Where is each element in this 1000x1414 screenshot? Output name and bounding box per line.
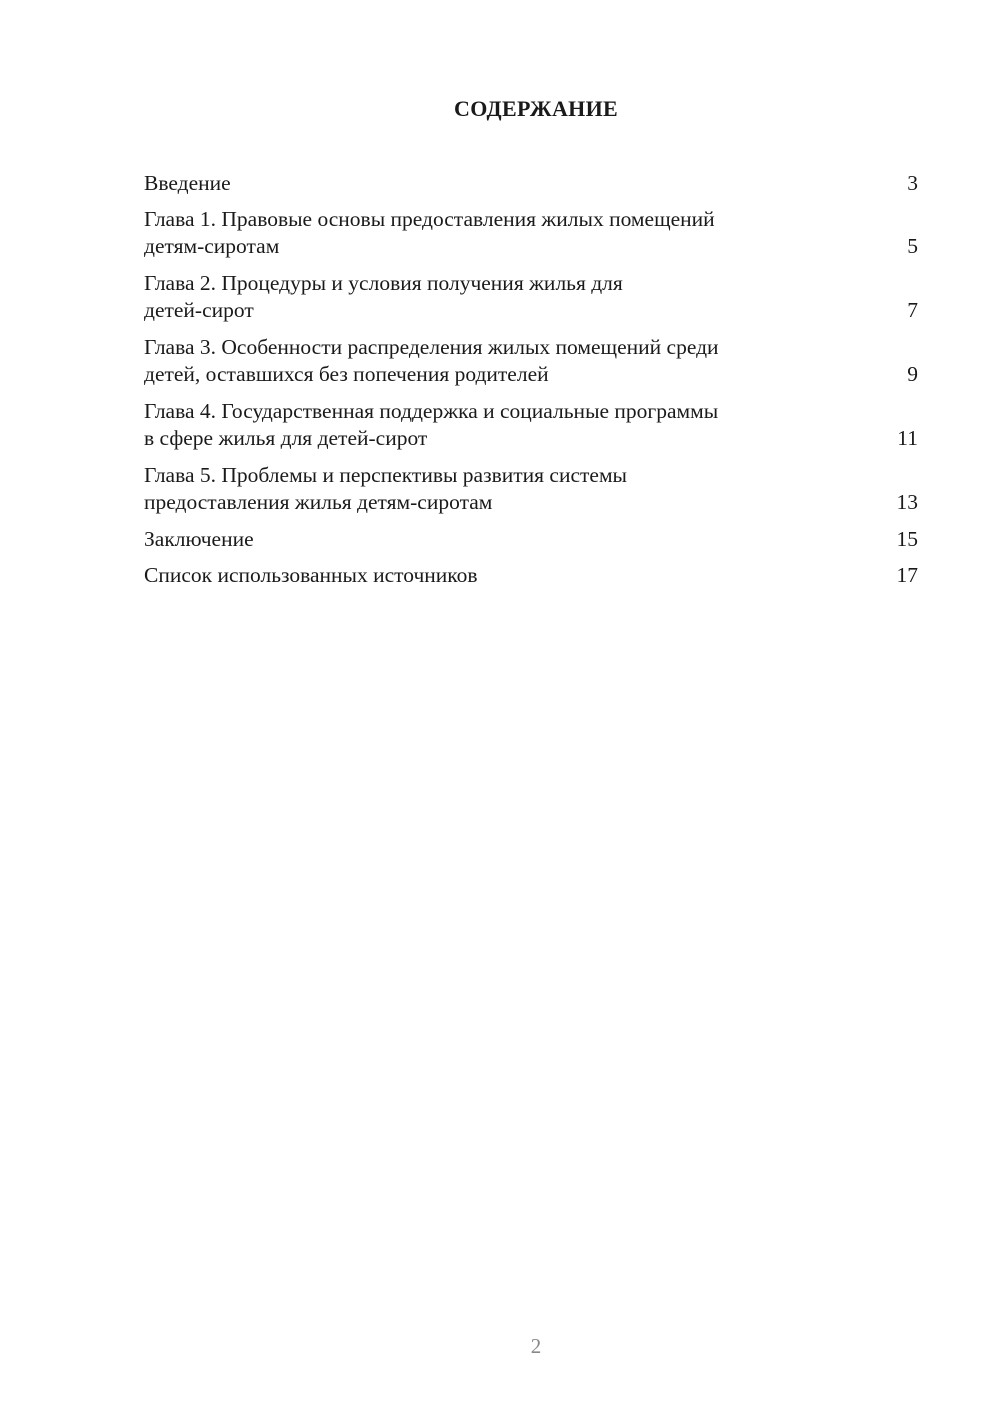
toc-entry-text: Глава 5. Проблемы и перспективы развития системы предоставления жилья детям-сиротам (144, 463, 627, 514)
toc-entry-text: Глава 1. Правовые основы предоставления жилых помещений детям-сиротам (144, 207, 715, 258)
toc-entry-page: 3 (907, 171, 918, 195)
toc-entry-text: Введение (144, 171, 231, 195)
toc-entry-page: 15 (896, 527, 918, 551)
toc-entry-text: Глава 4. Государственная поддержка и социальные программы в сфере жилья для детей-сирот (144, 399, 719, 450)
toc-entry-text: Список использованных источников (144, 563, 478, 587)
toc-entry-page: 7 (907, 298, 918, 322)
page-number: 2 (530, 1334, 542, 1358)
toc-entry-text: Глава 2. Процедуры и условия получения жилья для детей-сирот (144, 271, 623, 322)
toc-entry-page: 17 (896, 563, 918, 587)
page-title: СОДЕРЖАНИЕ (454, 96, 618, 121)
toc-entry-chapter-2 (144, 270, 918, 324)
toc-entry-chapter-1 (144, 206, 918, 260)
toc-entry-text: Глава 3. Особенности распределения жилых помещений среди детей, оставшихся без попечения родителей (144, 335, 719, 386)
toc-entry-text: Заключение (144, 527, 254, 551)
toc-entry-page: 9 (907, 362, 918, 386)
toc-entry-chapter-3 (144, 334, 918, 388)
toc-entry-introduction (144, 170, 918, 197)
toc-entry-page: 13 (896, 490, 918, 514)
toc-entry-page: 5 (907, 234, 918, 258)
toc-entry-chapter-4 (144, 398, 918, 452)
toc-entry-chapter-5 (144, 462, 918, 516)
toc-entry-conclusion (144, 526, 918, 553)
toc-entry-page: 11 (897, 426, 918, 450)
table-of-contents (144, 170, 918, 598)
toc-entry-references (144, 562, 918, 589)
